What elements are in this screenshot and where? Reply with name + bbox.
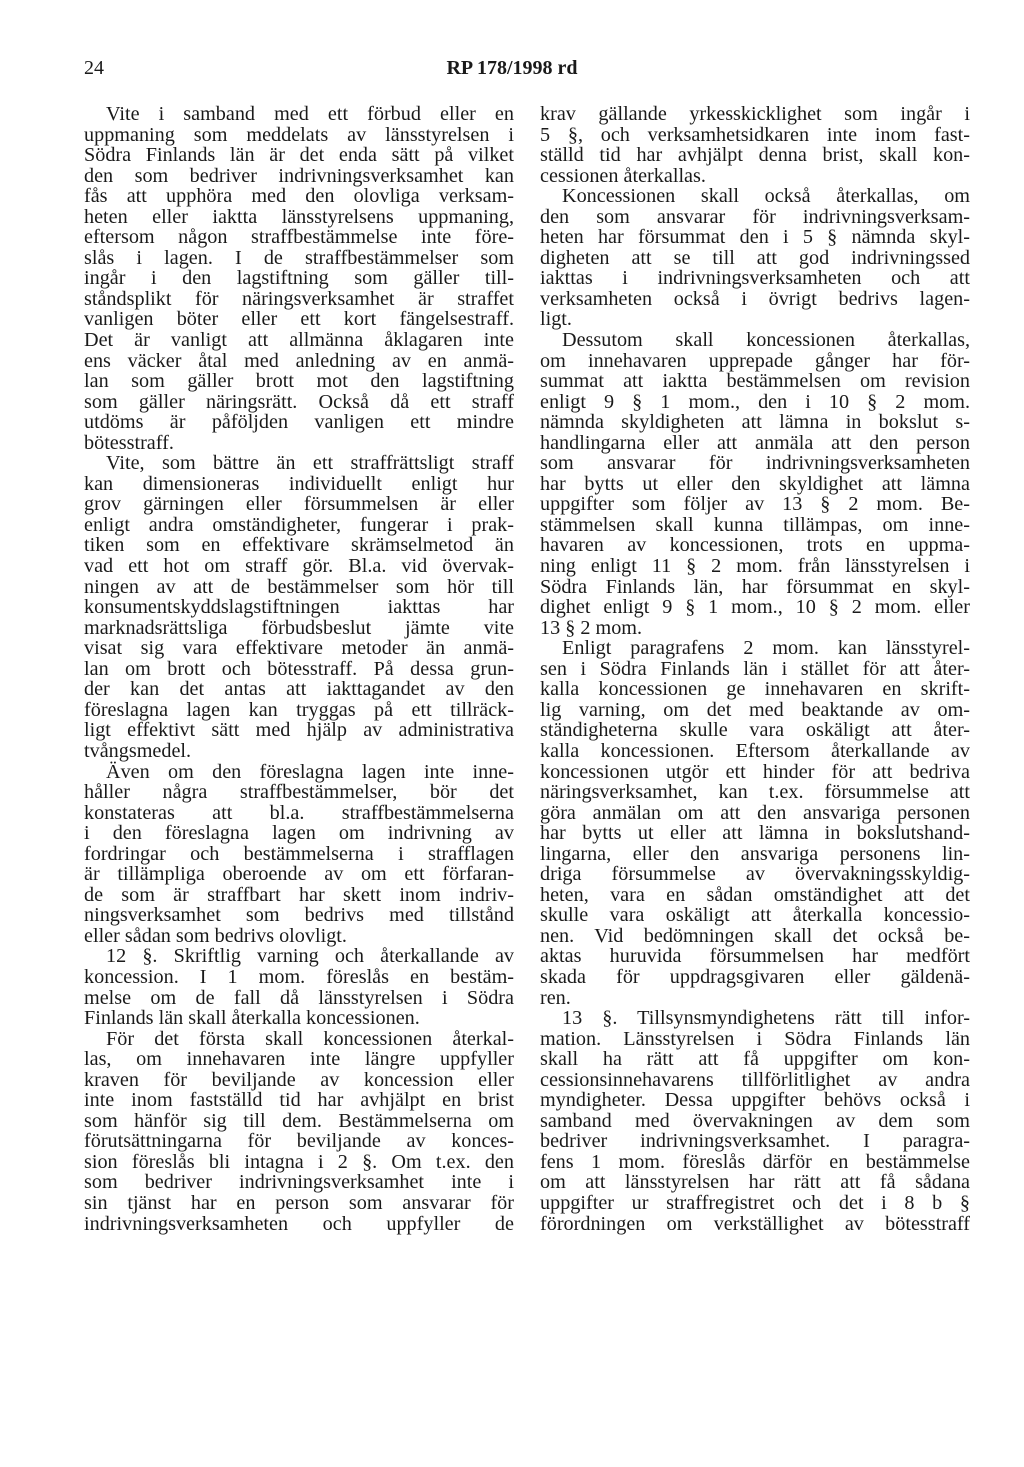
text-line: kalla koncessionen ge innehavaren en skrift-: [540, 678, 970, 701]
text-line: de som är straffbart har skett inom indriv-: [84, 883, 514, 906]
text-line: Det är vanligt att allmänna åklagaren inte: [84, 329, 514, 352]
text-line: mation. Länsstyrelsen i Södra Finlands län: [540, 1027, 970, 1050]
text-line: las, om innehavaren inte längre uppfyller: [84, 1048, 514, 1071]
text-line: heten eller iaktta länsstyrelsens uppmaning,: [84, 205, 514, 228]
text-line: eller sådan som bedrivs olovligt.: [84, 924, 347, 947]
text-line: lig varning, om det med beaktande av om-: [540, 698, 970, 721]
text-line: heten har försummat den i 5 § nämnda skyl-: [540, 226, 970, 249]
text-line: havaren av koncessionen, trots en uppma-: [540, 534, 970, 557]
text-line: ligt effektivt sätt med hjälp av administrativa: [84, 719, 514, 742]
text-line: Koncessionen skall också återkallas, om: [562, 185, 970, 208]
text-line: samband med övervakningen av dem som: [540, 1109, 970, 1132]
text-line: sion föreslås bli intagna i 2 §. Om t.ex. den: [84, 1150, 514, 1173]
text-line: Enligt paragrafens 2 mom. kan länsstyrel-: [562, 637, 970, 660]
text-line: ligt.: [540, 308, 572, 331]
text-line: iakttas i indrivningsverksamheten och att: [540, 267, 970, 290]
text-line: ingår i den lagstiftning som gäller till-: [84, 267, 514, 290]
text-line: som bedriver indrivningsverksamhet inte i: [84, 1171, 514, 1194]
text-line: stämmelsen skall kunna tillämpas, om inne-: [540, 513, 970, 536]
text-line: myndigheter. Dessa uppgifter behövs också i: [540, 1089, 970, 1112]
text-line: slås i lagen. I de straffbestämmelser som: [84, 246, 514, 269]
text-line: tiken som en effektivare skrämselmetod än: [84, 534, 514, 557]
text-line: uppmaning som meddelats av länsstyrelsen i: [84, 123, 514, 146]
text-line: 13 §. Tillsynsmyndighetens rätt till infor-: [562, 1007, 970, 1030]
text-line: nen. Vid bedömningen skall det också be-: [540, 924, 970, 947]
text-line: 13 § 2 mom.: [540, 616, 643, 639]
text-line: ningen av att de bestämmelser som hör till: [84, 575, 514, 598]
text-line: den som ansvarar för indrivningsverksam-: [540, 205, 970, 228]
text-line: ens väcker åtal med anledning av en anmä-: [84, 349, 514, 372]
text-line: ren.: [540, 986, 571, 1009]
text-line: enligt 9 § 1 mom., den i 10 § 2 mom.: [540, 390, 970, 413]
text-line: fås att upphöra med den olovliga verksam-: [84, 185, 514, 208]
text-line: fens 1 mom. föreslås därför en bestämmelse: [540, 1150, 970, 1173]
text-line: kan dimensioneras individuellt enligt hur: [84, 472, 514, 495]
text-line: som ansvarar för indrivningsverksamheten: [540, 452, 970, 475]
text-line: har bytts ut eller att lämna in bokslutshand-: [540, 822, 970, 845]
text-line: 5 §, och verksamhetsidkaren inte inom fast-: [540, 123, 970, 146]
text-line: tvångsmedel.: [84, 739, 192, 762]
text-line: kalla koncessionen. Eftersom återkallande av: [540, 739, 970, 762]
text-line: verksamheten också i övrigt bedrivs lagen-: [540, 287, 970, 310]
text-line: digheten att se till att god indrivningssed: [540, 246, 970, 269]
text-line: kraven för beviljande av koncession eller: [84, 1068, 514, 1091]
text-line: sen i Södra Finlands län i stället för att åter-: [540, 657, 970, 680]
text-line: driga försummelse av övervakningsskyldig-: [540, 863, 970, 886]
text-line: vanligen böter eller ett kort fängelsestraff.: [84, 308, 514, 331]
text-line: bötesstraff.: [84, 431, 174, 454]
left-column: [84, 104, 514, 1234]
text-line: skulle vara oskäligt att återkalla koncessio-: [540, 904, 970, 927]
text-line: förutsättningarna för beviljande av konces-: [84, 1130, 514, 1153]
text-line: föreslagna lagen kan tryggas på ett tillräck-: [84, 698, 514, 721]
text-line: ning enligt 11 § 2 mom. från länsstyrelsen i: [540, 555, 970, 578]
text-line: der kan det antas att iakttagandet av den: [84, 678, 514, 701]
text-line: koncessionen utgör ett hinder för att bedriva: [540, 760, 970, 783]
text-line: uppgifter som följer av 13 § 2 mom. Be-: [540, 493, 970, 516]
text-line: fordringar och bestämmelserna i strafflagen: [84, 842, 514, 865]
text-line: om att länsstyrelsen har rätt att få sådana: [540, 1171, 970, 1194]
text-line: ståndsplikt för näringsverksamhet är straffet: [84, 287, 514, 310]
text-line: näringsverksamhet, kan t.ex. försummelse att: [540, 781, 970, 804]
text-line: aktas huruvida försummelsen har medfört: [540, 945, 970, 968]
text-line: håller några straffbestämmelser, bör det: [84, 781, 514, 804]
text-line: cessionsinnehavarens tillförlitlighet av andra: [540, 1068, 970, 1091]
text-line: koncession. I 1 mom. föreslås en bestäm-: [84, 965, 514, 988]
text-line: enligt andra omständigheter, fungerar i prak-: [84, 513, 514, 536]
text-line: utdöms är påföljden vanligen ett mindre: [84, 411, 514, 434]
text-line: lingarna, eller den ansvariga personens lin-: [540, 842, 970, 865]
text-line: är tillämpliga oberoende av om ett förfaran-: [84, 863, 514, 886]
text-line: Vite, som bättre än ett straffrättsligt straff: [106, 452, 514, 475]
text-line: Dessutom skall koncessionen återkallas,: [562, 329, 970, 352]
text-line: 12 §. Skriftlig varning och återkallande av: [106, 945, 514, 968]
text-line: i den föreslagna lagen om indrivning av: [84, 822, 514, 845]
text-line: nämnda skyldigheten att lämna in bokslut s-: [540, 411, 970, 434]
text-line: visat sig vara effektivare metoder än anmä-: [84, 637, 514, 660]
text-line: lan som gäller brott mot den lagstiftning: [84, 370, 514, 393]
text-line: Södra Finlands län är det enda sätt på vilket: [84, 144, 514, 167]
text-line: om innehavaren upprepade gånger har för-: [540, 349, 970, 372]
text-line: skall ha rätt att få uppgifter om kon-: [540, 1048, 970, 1071]
text-line: handlingarna eller att anmäla att den person: [540, 431, 970, 454]
text-line: konsumentskyddslagstiftningen iakttas har: [84, 596, 514, 619]
text-line: förordningen om verkställighet av bötesstraff: [540, 1212, 970, 1235]
text-line: den som bedriver indrivningsverksamhet kan: [84, 164, 514, 187]
text-line: Även om den föreslagna lagen inte inne-: [106, 760, 514, 783]
text-line: som gäller näringsrätt. Också då ett straff: [84, 390, 514, 413]
text-line: heten, vara en sådan omständighet att det: [540, 883, 970, 906]
text-line: lan om brott och bötesstraff. På dessa grun-: [84, 657, 514, 680]
text-line: uppgifter ur straffregistret och det i 8 b §: [540, 1191, 970, 1214]
text-line: grov gärningen eller försummelsen är eller: [84, 493, 514, 516]
text-line: marknadsrättsliga förbudsbeslut jämte vite: [84, 616, 514, 639]
text-line: För det första skall koncessionen återkal-: [106, 1027, 514, 1050]
text-line: göra anmälan om att den ansvariga personen: [540, 801, 970, 824]
text-line: Vite i samband med ett förbud eller en: [106, 103, 514, 125]
text-line: bedriver indrivningsverksamhet. I paragra-: [540, 1130, 970, 1153]
running-header: RP 178/1998 rd: [446, 57, 578, 79]
text-line: melse om de fall då länsstyrelsen i Södra: [84, 986, 514, 1009]
text-line: vad ett hot om straff gör. Bl.a. vid övervak-: [84, 555, 514, 578]
text-line: skada för uppdragsgivaren eller gäldenä-: [540, 965, 970, 988]
text-line: dighet enligt 9 § 1 mom., 10 § 2 mom. eller: [540, 596, 970, 619]
text-line: inte inom fastställd tid har avhjälpt en brist: [84, 1089, 514, 1112]
text-line: har bytts ut eller den skyldighet att lämna: [540, 472, 970, 495]
text-line: krav gällande yrkesskicklighet som ingår i: [540, 103, 970, 125]
text-line: eftersom någon straffbestämmelse inte före-: [84, 226, 514, 249]
page-number: 24: [84, 57, 104, 79]
text-line: ställd tid har avhjälpt denna brist, skall kon-: [540, 144, 970, 167]
text-line: som hänför sig till dem. Bestämmelserna om: [84, 1109, 514, 1132]
text-line: ständigheterna skulle vara oskäligt att åter-: [540, 719, 970, 742]
text-line: Finlands län skall återkalla koncessionen.: [84, 1007, 420, 1030]
text-line: cessionen återkallas.: [540, 164, 706, 187]
text-line: ningsverksamhet som bedrivs med tillstånd: [84, 904, 514, 927]
text-line: Södra Finlands län, har försummat en skyl-: [540, 575, 970, 598]
text-line: konstateras att bl.a. straffbestämmelserna: [84, 801, 514, 824]
text-line: sin tjänst har en person som ansvarar för: [84, 1191, 514, 1214]
text-line: summat att iaktta bestämmelsen om revision: [540, 370, 970, 393]
text-line: indrivningsverksamheten och uppfyller de: [84, 1212, 514, 1235]
right-column: [540, 104, 970, 1234]
